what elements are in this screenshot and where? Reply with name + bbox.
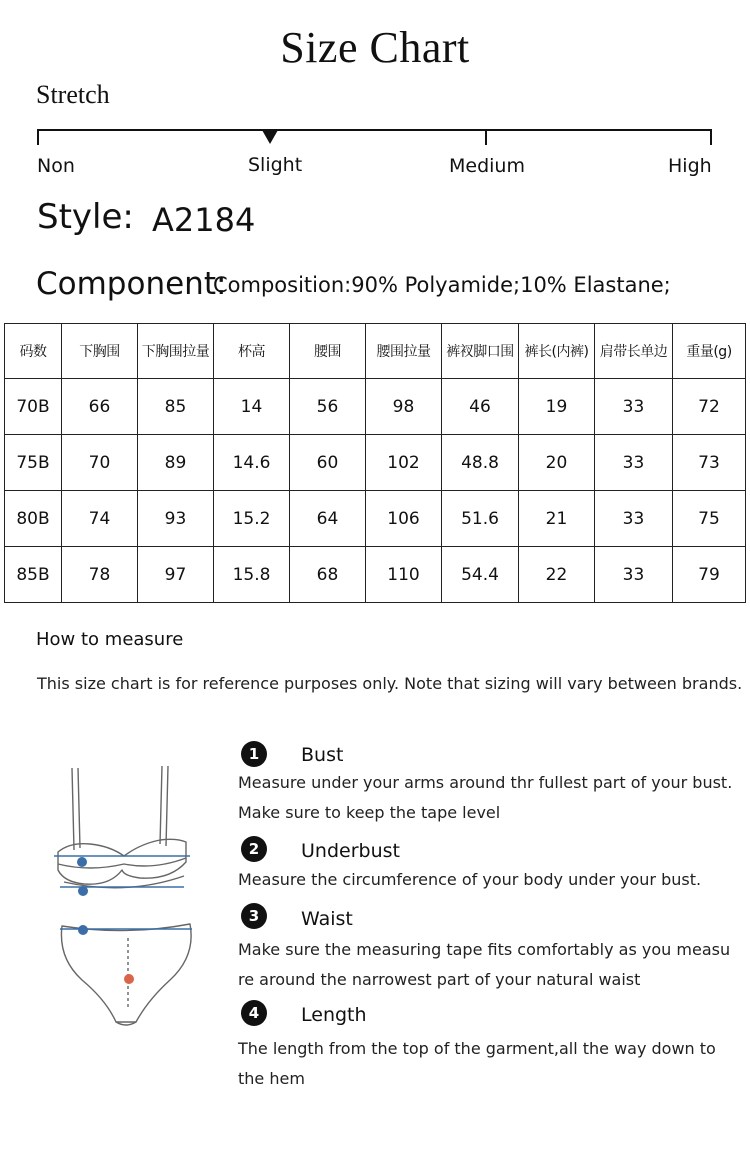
marker-underbust-icon xyxy=(78,886,88,896)
stretch-level-slight: Slight xyxy=(248,154,303,176)
stretch-level-medium: Medium xyxy=(449,155,525,177)
table-cell: 22 xyxy=(519,547,595,603)
table-cell: 33 xyxy=(595,547,673,603)
table-row xyxy=(5,491,746,547)
step-description-line: re around the narrowest part of your natural waist xyxy=(238,970,641,989)
left-strap xyxy=(72,768,74,850)
table-cell: 85B xyxy=(5,547,62,603)
table-cell: 54.4 xyxy=(442,547,519,603)
table-cell: 102 xyxy=(366,435,442,491)
component-label: Component: xyxy=(36,266,227,302)
step-description-line: Measure under your arms around thr fullest part of your bust. xyxy=(238,773,733,792)
step-description-line: The length from the top of the garment,all the way down to xyxy=(238,1039,716,1058)
table-cell: 75 xyxy=(673,491,746,547)
step-description-line: Measure the circumference of your body under your bust. xyxy=(238,870,702,889)
stretch-pointer-icon xyxy=(262,130,278,144)
table-cell: 98 xyxy=(366,379,442,435)
table-cell: 15.2 xyxy=(214,491,290,547)
style-value: A2184 xyxy=(152,201,256,239)
table-cell: 80B xyxy=(5,491,62,547)
table-cell: 60 xyxy=(290,435,366,491)
table-cell: 79 xyxy=(673,547,746,603)
step-number-icon: 1 xyxy=(241,741,267,767)
table-cell: 89 xyxy=(138,435,214,491)
table-cell: 51.6 xyxy=(442,491,519,547)
table-cell: 15.8 xyxy=(214,547,290,603)
table-cell: 93 xyxy=(138,491,214,547)
table-cell: 66 xyxy=(62,379,138,435)
table-header-cell: 码数 xyxy=(5,324,62,379)
table-header-cell: 下胸围拉量 xyxy=(138,324,214,379)
table-header-cell: 裤衩脚口围 xyxy=(442,324,519,379)
table-cell: 46 xyxy=(442,379,519,435)
step-description-line: Make sure to keep the tape level xyxy=(238,803,501,822)
table-cell: 70 xyxy=(62,435,138,491)
table-cell: 72 xyxy=(673,379,746,435)
page-title: Size Chart xyxy=(280,23,470,72)
garment-diagram xyxy=(50,760,200,1035)
table-row xyxy=(5,547,746,603)
table-header-cell: 肩带长单边 xyxy=(595,324,673,379)
table-cell: 73 xyxy=(673,435,746,491)
stretch-scale-line xyxy=(37,129,712,131)
table-cell: 74 xyxy=(62,491,138,547)
style-label: Style: xyxy=(37,197,134,237)
table-cell: 70B xyxy=(5,379,62,435)
table-row xyxy=(5,435,746,491)
table-header-cell: 下胸围 xyxy=(62,324,138,379)
table-header-cell: 裤长(内裤) xyxy=(519,324,595,379)
step-number-icon: 2 xyxy=(241,836,267,862)
table-header-cell: 杯高 xyxy=(214,324,290,379)
table-cell: 75B xyxy=(5,435,62,491)
step-number-icon: 3 xyxy=(241,903,267,929)
step-title: Underbust xyxy=(301,840,400,862)
table-header-cell: 重量(g) xyxy=(673,324,746,379)
how-to-measure-heading: How to measure xyxy=(36,629,184,650)
step-title: Length xyxy=(301,1004,367,1026)
stretch-tick-medium xyxy=(485,129,487,145)
how-to-measure-note: This size chart is for reference purposes only. Note that sizing will vary between brands. xyxy=(37,674,743,693)
briefs xyxy=(61,924,191,1022)
step-description-line: the hem xyxy=(238,1069,305,1088)
table-cell: 19 xyxy=(519,379,595,435)
component-value: Composition:90% Polyamide;10% Elastane; xyxy=(213,273,671,297)
table-cell: 97 xyxy=(138,547,214,603)
table-cell: 110 xyxy=(366,547,442,603)
table-cell: 78 xyxy=(62,547,138,603)
table-cell: 14 xyxy=(214,379,290,435)
stretch-level-non: Non xyxy=(37,155,75,177)
table-cell: 33 xyxy=(595,379,673,435)
table-cell: 20 xyxy=(519,435,595,491)
table-cell: 33 xyxy=(595,435,673,491)
marker-waist-icon xyxy=(78,925,88,935)
table-cell: 33 xyxy=(595,491,673,547)
marker-length-icon xyxy=(124,974,134,984)
table-cell: 56 xyxy=(290,379,366,435)
table-cell: 68 xyxy=(290,547,366,603)
size-table xyxy=(4,323,746,603)
stretch-label: Stretch xyxy=(36,80,110,109)
step-description-line: Make sure the measuring tape fits comfortably as you measu xyxy=(238,940,731,959)
marker-bust-icon xyxy=(77,857,87,867)
stretch-tick-high xyxy=(710,129,712,145)
table-header-cell: 腰围 xyxy=(290,324,366,379)
table-cell: 48.8 xyxy=(442,435,519,491)
table-cell: 64 xyxy=(290,491,366,547)
table-cell: 21 xyxy=(519,491,595,547)
table-row xyxy=(5,379,746,435)
table-header-row xyxy=(5,324,746,379)
table-cell: 106 xyxy=(366,491,442,547)
table-cell: 85 xyxy=(138,379,214,435)
table-cell: 14.6 xyxy=(214,435,290,491)
stretch-tick-non xyxy=(37,129,39,145)
stretch-level-high: High xyxy=(668,155,712,177)
right-strap xyxy=(160,766,162,844)
step-title: Waist xyxy=(301,908,353,930)
step-title: Bust xyxy=(301,744,344,766)
step-number-icon: 4 xyxy=(241,1000,267,1026)
table-header-cell: 腰围拉量 xyxy=(366,324,442,379)
